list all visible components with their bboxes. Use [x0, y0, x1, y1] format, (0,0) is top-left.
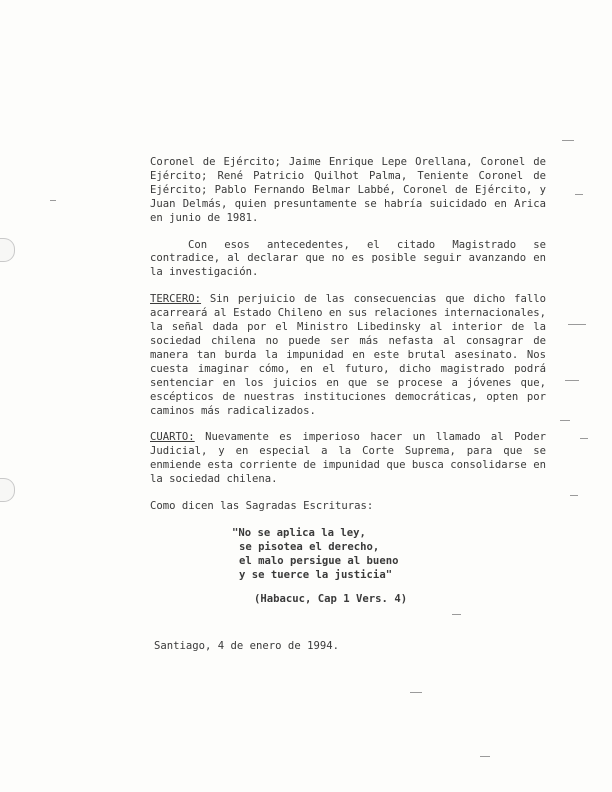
scan-speck: [562, 140, 574, 141]
quote-line: el malo persigue al bueno: [239, 554, 399, 567]
scan-speck: [452, 614, 461, 615]
scan-speck: [50, 200, 56, 201]
paragraph-tercero: [150, 293, 546, 418]
scan-speck: [568, 324, 586, 325]
paragraph-officers-list: Coronel de Ejército; Jaime Enrique Lepe Orellana, Coronel de Ejército; René Patricio Quilhot Palma, Teniente Coronel de Ejército; Pablo Fernando Belmar Labbé, Coronel de Ejército, y Juan Delmás, quien presuntamente se habría suicidado en Arica en junio de 1981.: [150, 156, 546, 224]
quote-line: se pisotea el derecho,: [239, 540, 380, 553]
scan-speck: [480, 756, 490, 757]
paragraph-cuarto: [150, 431, 546, 487]
place-date-signoff: Santiago, 4 de enero de 1994.: [154, 640, 339, 652]
tercero-label: TERCERO:: [150, 293, 202, 306]
scan-speck: [575, 194, 583, 195]
scan-speck: [570, 495, 578, 496]
paragraph-scripture-intro: Como dicen las Sagradas Escrituras:: [150, 500, 374, 513]
scripture-quote: [232, 527, 546, 583]
punch-hole: [0, 478, 15, 502]
scan-speck: [580, 438, 588, 439]
quote-line: y se tuerce la justicia": [239, 568, 393, 581]
tercero-text: Sin perjuicio de las consecuencias que dicho fallo acarreará al Estado Chileno en sus relaciones internacionales, la señal dada por el Ministro Libedinsky al interior de la sociedad chilena no puede ser más nefasta al consagrar de manera tan burda la impunidad en este brutal asesinato. Nos cuesta imaginar cómo, en el futuro, dicho magistrado podrá sentenciar en los juicios en que se procese a jóvenes que, escépticos de nuestras instituciones democráticas, opten por caminos más radicalizados.: [150, 293, 546, 417]
cuarto-text: Nuevamente es imperioso hacer un llamado al Poder Judicial, y en especial a la Corte Suprema, para que se enmiende esta corriente de impunidad que busca consolidarse en la sociedad chilena.: [150, 431, 546, 486]
scan-speck: [410, 692, 422, 693]
paragraph-magistrate-contradiction: Con esos antecedentes, el citado Magistrado se contradice, al declarar que no es posible seguir avanzando en la investigación.: [150, 238, 546, 279]
punch-hole: [0, 238, 15, 262]
scan-speck: [560, 420, 570, 421]
scripture-citation: (Habacuc, Cap 1 Vers. 4): [254, 592, 408, 605]
document-body: [150, 156, 546, 606]
scan-speck: [565, 380, 579, 381]
quote-line: "No se aplica la ley,: [232, 526, 366, 539]
cuarto-label: CUARTO:: [150, 431, 195, 444]
